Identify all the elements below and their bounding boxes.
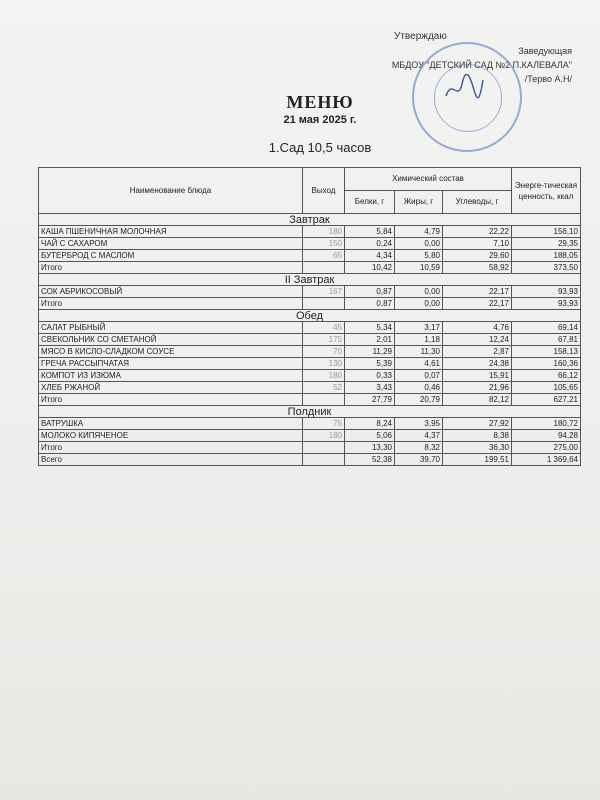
dish-output: 130: [303, 358, 345, 370]
dish-output: 150: [303, 238, 345, 250]
grand-total-fat: 39,70: [395, 454, 443, 466]
dish-energy: 156,10: [512, 226, 581, 238]
table-row: [39, 430, 581, 442]
section-title: Завтрак: [39, 214, 581, 226]
total-output-empty: [303, 262, 345, 274]
dish-energy: 93,93: [512, 286, 581, 298]
total-energy: 627,21: [512, 394, 581, 406]
dish-fat: 4,79: [395, 226, 443, 238]
total-protein: 10,42: [345, 262, 395, 274]
total-carbs: 82,12: [443, 394, 512, 406]
approval-signature-name: /Терво А.Н/: [524, 74, 572, 84]
page-title: МЕНЮ: [286, 92, 354, 112]
table-row: [39, 334, 581, 346]
dish-energy: 180,72: [512, 418, 581, 430]
col-header-energy: Энерге-тическая ценность, ккал: [512, 168, 581, 214]
total-fat: 0,00: [395, 298, 443, 310]
dish-energy: 29,35: [512, 238, 581, 250]
total-fat: 10,59: [395, 262, 443, 274]
dish-name: САЛАТ РЫБНЫЙ: [39, 322, 303, 334]
approval-position: Заведующая: [518, 46, 572, 56]
dish-carbs: 24,38: [443, 358, 512, 370]
dish-output: 167: [303, 286, 345, 298]
total-energy: 93,93: [512, 298, 581, 310]
dish-protein: 11,29: [345, 346, 395, 358]
total-row: [39, 394, 581, 406]
dish-protein: 5,34: [345, 322, 395, 334]
dish-protein: 5,06: [345, 430, 395, 442]
grand-total-label: Всего: [39, 454, 303, 466]
dish-energy: 105,65: [512, 382, 581, 394]
total-energy: 373,50: [512, 262, 581, 274]
total-label: Итого: [39, 298, 303, 310]
dish-carbs: 29,60: [443, 250, 512, 262]
dish-name: БУТЕРБРОД С МАСЛОМ: [39, 250, 303, 262]
dish-name: ХЛЕБ РЖАНОЙ: [39, 382, 303, 394]
table-row: [39, 322, 581, 334]
section-title: II Завтрак: [39, 274, 581, 286]
menu-table: [38, 167, 581, 466]
grand-total-carbs: 199,51: [443, 454, 512, 466]
col-header-name: Наименование блюда: [39, 168, 303, 214]
total-output-empty: [303, 394, 345, 406]
menu-subtitle: 1.Сад 10,5 часов: [268, 140, 372, 155]
section-header-row: [39, 274, 581, 286]
total-protein: 13,30: [345, 442, 395, 454]
dish-name: ЧАЙ С САХАРОМ: [39, 238, 303, 250]
dish-protein: 0,24: [345, 238, 395, 250]
col-header-protein: Белки, г: [345, 191, 395, 214]
section-header-row: [39, 406, 581, 418]
dish-carbs: 7,10: [443, 238, 512, 250]
table-row: [39, 418, 581, 430]
dish-output: 45: [303, 322, 345, 334]
dish-carbs: 22,22: [443, 226, 512, 238]
dish-energy: 188,05: [512, 250, 581, 262]
grand-total-row: [39, 454, 581, 466]
dish-carbs: 27,92: [443, 418, 512, 430]
dish-fat: 4,61: [395, 358, 443, 370]
table-row: [39, 382, 581, 394]
total-row: [39, 262, 581, 274]
grand-total-energy: 1 369,64: [512, 454, 581, 466]
total-label: Итого: [39, 262, 303, 274]
dish-carbs: 21,96: [443, 382, 512, 394]
col-header-chem: Химический состав: [345, 168, 512, 191]
dish-carbs: 4,76: [443, 322, 512, 334]
total-label: Итого: [39, 442, 303, 454]
menu-date: 21 мая 2025 г.: [283, 114, 357, 126]
dish-protein: 0,33: [345, 370, 395, 382]
dish-energy: 66,12: [512, 370, 581, 382]
dish-name: СОК АБРИКОСОВЫЙ: [39, 286, 303, 298]
dish-name: КОМПОТ ИЗ ИЗЮМА: [39, 370, 303, 382]
total-output-empty: [303, 442, 345, 454]
total-carbs: 58,92: [443, 262, 512, 274]
dish-protein: 4,34: [345, 250, 395, 262]
section-header-row: [39, 310, 581, 322]
total-output-empty: [303, 298, 345, 310]
dish-fat: 3,17: [395, 322, 443, 334]
dish-fat: 1,18: [395, 334, 443, 346]
dish-output: 180: [303, 226, 345, 238]
dish-fat: 5,80: [395, 250, 443, 262]
dish-fat: 0,00: [395, 238, 443, 250]
dish-fat: 0,07: [395, 370, 443, 382]
dish-output: 175: [303, 334, 345, 346]
total-row: [39, 298, 581, 310]
dish-protein: 0,87: [345, 286, 395, 298]
grand-total-protein: 52,38: [345, 454, 395, 466]
dish-output: 180: [303, 370, 345, 382]
dish-fat: 3,95: [395, 418, 443, 430]
dish-name: МЯСО В КИСЛО-СЛАДКОМ СОУСЕ: [39, 346, 303, 358]
dish-name: СВЕКОЛЬНИК СО СМЕТАНОЙ: [39, 334, 303, 346]
dish-carbs: 12,24: [443, 334, 512, 346]
approval-organization: МБДОУ "ДЕТСКИЙ САД №2 П.КАЛЕВАЛА": [391, 60, 572, 70]
dish-fat: 0,46: [395, 382, 443, 394]
section-title: Полдник: [39, 406, 581, 418]
col-header-fat: Жиры, г: [395, 191, 443, 214]
dish-name: КАША ПШЕНИЧНАЯ МОЛОЧНАЯ: [39, 226, 303, 238]
table-row: [39, 238, 581, 250]
dish-carbs: 8,38: [443, 430, 512, 442]
total-carbs: 22,17: [443, 298, 512, 310]
table-row: [39, 286, 581, 298]
col-header-carbs: Углеводы, г: [443, 191, 512, 214]
dish-output: 65: [303, 250, 345, 262]
dish-output: 75: [303, 418, 345, 430]
dish-name: МОЛОКО КИПЯЧЕНОЕ: [39, 430, 303, 442]
dish-output: 180: [303, 430, 345, 442]
dish-fat: 0,00: [395, 286, 443, 298]
dish-protein: 5,84: [345, 226, 395, 238]
total-label: Итого: [39, 394, 303, 406]
section-header-row: [39, 214, 581, 226]
total-carbs: 36,30: [443, 442, 512, 454]
dish-output: 70: [303, 346, 345, 358]
total-fat: 20,79: [395, 394, 443, 406]
table-row: [39, 346, 581, 358]
dish-name: ВАТРУШКА: [39, 418, 303, 430]
dish-energy: 158,13: [512, 346, 581, 358]
dish-protein: 8,24: [345, 418, 395, 430]
approval-line: Утверждаю: [394, 31, 447, 42]
total-energy: 275,00: [512, 442, 581, 454]
total-fat: 8,32: [395, 442, 443, 454]
table-row: [39, 370, 581, 382]
dish-energy: 160,36: [512, 358, 581, 370]
dish-carbs: 15,91: [443, 370, 512, 382]
dish-protein: 2,01: [345, 334, 395, 346]
dish-energy: 67,81: [512, 334, 581, 346]
dish-protein: 3,43: [345, 382, 395, 394]
section-title: Обед: [39, 310, 581, 322]
total-protein: 27,79: [345, 394, 395, 406]
dish-fat: 11,30: [395, 346, 443, 358]
dish-carbs: 22,17: [443, 286, 512, 298]
grand-total-output-empty: [303, 454, 345, 466]
table-row: [39, 226, 581, 238]
dish-output: 52: [303, 382, 345, 394]
table-row: [39, 358, 581, 370]
table-row: [39, 250, 581, 262]
col-header-output: Выход: [303, 168, 345, 214]
dish-carbs: 2,87: [443, 346, 512, 358]
total-row: [39, 442, 581, 454]
dish-energy: 94,28: [512, 430, 581, 442]
dish-protein: 5,39: [345, 358, 395, 370]
dish-fat: 4,37: [395, 430, 443, 442]
dish-name: ГРЕЧА РАССЫПЧАТАЯ: [39, 358, 303, 370]
dish-energy: 69,14: [512, 322, 581, 334]
total-protein: 0,87: [345, 298, 395, 310]
